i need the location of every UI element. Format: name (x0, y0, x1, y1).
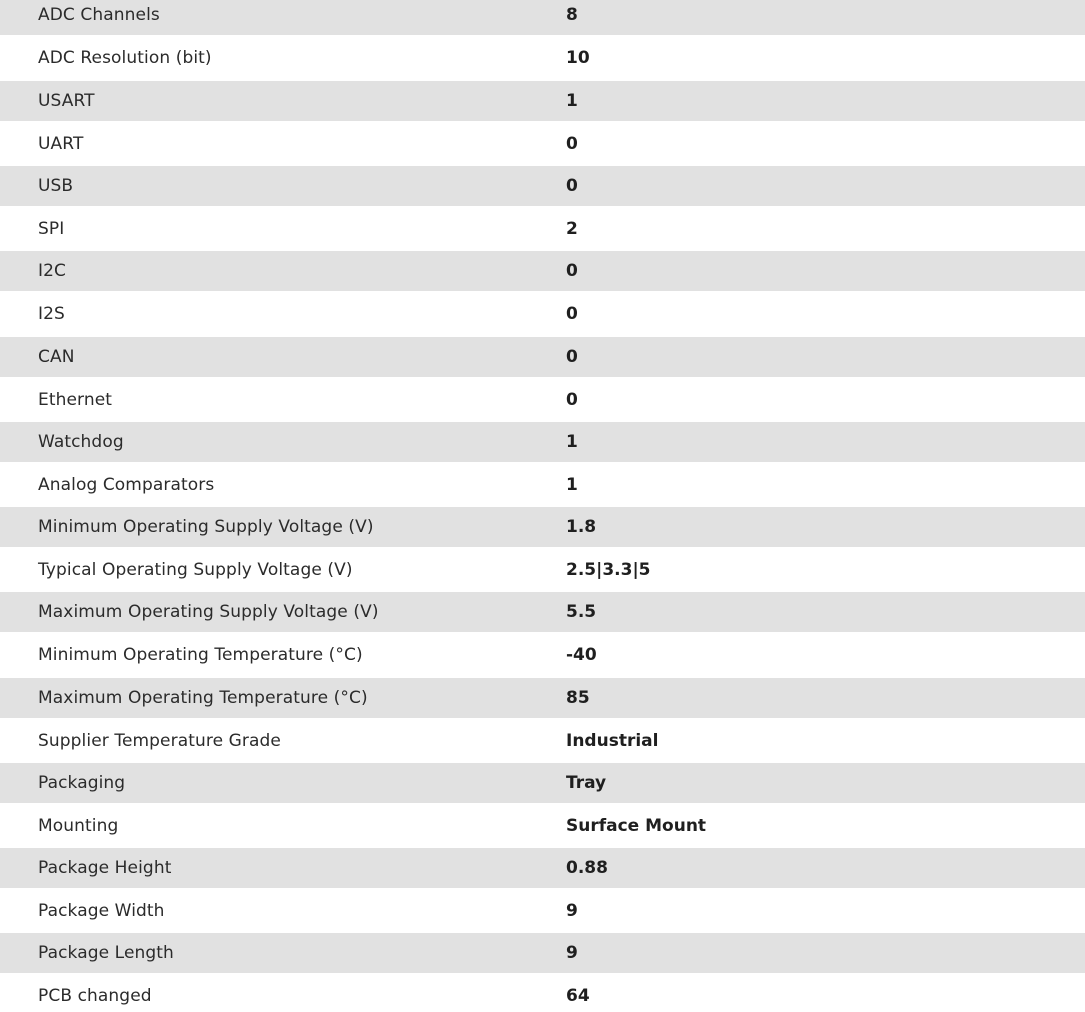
spec-label: Packaging (38, 773, 126, 793)
spec-value: 8 (566, 5, 578, 25)
spec-value: 9 (566, 943, 578, 963)
spec-value: 0 (566, 304, 578, 324)
spec-label: I2S (38, 304, 65, 324)
spec-row (0, 632, 1085, 678)
spec-label: Mounting (38, 815, 119, 836)
spec-value: 0 (566, 389, 578, 410)
spec-value: 85 (566, 688, 590, 708)
spec-row (0, 291, 1085, 337)
spec-label: Package Width (38, 900, 165, 921)
spec-value: 1 (566, 91, 578, 111)
spec-row (0, 507, 1085, 547)
spec-value: 1 (566, 474, 578, 495)
spec-label: CAN (38, 347, 75, 367)
spec-row (0, 678, 1085, 718)
spec-label: Typical Operating Supply Voltage (V) (38, 559, 353, 580)
spec-value: -40 (566, 645, 597, 665)
spec-row (0, 81, 1085, 121)
spec-row (0, 973, 1085, 1012)
spec-row (0, 206, 1085, 251)
spec-label: ADC Channels (38, 5, 160, 25)
spec-label: Watchdog (38, 432, 124, 452)
spec-value: 1.8 (566, 517, 597, 537)
spec-value: 0 (566, 176, 578, 196)
spec-label: UART (38, 133, 84, 154)
spec-label: Ethernet (38, 389, 113, 410)
spec-value: Surface Mount (566, 815, 707, 836)
spec-label: Supplier Temperature Grade (38, 730, 281, 751)
spec-label: PCB changed (38, 985, 152, 1006)
spec-value: 2 (566, 218, 578, 239)
spec-row (0, 121, 1085, 166)
spec-label: SPI (38, 218, 65, 239)
spec-label: Minimum Operating Temperature (°C) (38, 645, 363, 665)
spec-label: ADC Resolution (bit) (38, 48, 212, 68)
spec-row (0, 35, 1085, 81)
spec-row (0, 166, 1085, 206)
spec-value: 0 (566, 133, 578, 154)
spec-row (0, 337, 1085, 377)
spec-label: USART (38, 91, 95, 111)
spec-value: Tray (566, 773, 607, 793)
spec-value: 64 (566, 985, 590, 1006)
spec-row (0, 763, 1085, 803)
spec-row (0, 462, 1085, 507)
spec-label: Package Length (38, 943, 174, 963)
spec-row (0, 933, 1085, 973)
spec-label: Maximum Operating Temperature (°C) (38, 688, 368, 708)
spec-row (0, 422, 1085, 462)
spec-row (0, 888, 1085, 933)
spec-row (0, 803, 1085, 848)
spec-value: 0 (566, 347, 578, 367)
spec-value: 0 (566, 261, 578, 281)
spec-value: 2.5|3.3|5 (566, 559, 651, 580)
spec-value: 0.88 (566, 858, 608, 878)
spec-row (0, 718, 1085, 763)
spec-label: Minimum Operating Supply Voltage (V) (38, 517, 374, 537)
spec-label: USB (38, 176, 74, 196)
spec-label: Analog Comparators (38, 474, 215, 495)
spec-label: Package Height (38, 858, 172, 878)
spec-label: I2C (38, 261, 66, 281)
spec-label: Maximum Operating Supply Voltage (V) (38, 602, 379, 622)
spec-value: 10 (566, 48, 590, 68)
spec-value: Industrial (566, 730, 659, 751)
spec-row (0, 547, 1085, 592)
spec-row (0, 848, 1085, 888)
spec-row (0, 251, 1085, 291)
spec-row (0, 592, 1085, 632)
spec-value: 5.5 (566, 602, 597, 622)
spec-value: 9 (566, 900, 578, 921)
spec-row (0, 377, 1085, 422)
spec-row (0, 0, 1085, 35)
spec-value: 1 (566, 432, 578, 452)
